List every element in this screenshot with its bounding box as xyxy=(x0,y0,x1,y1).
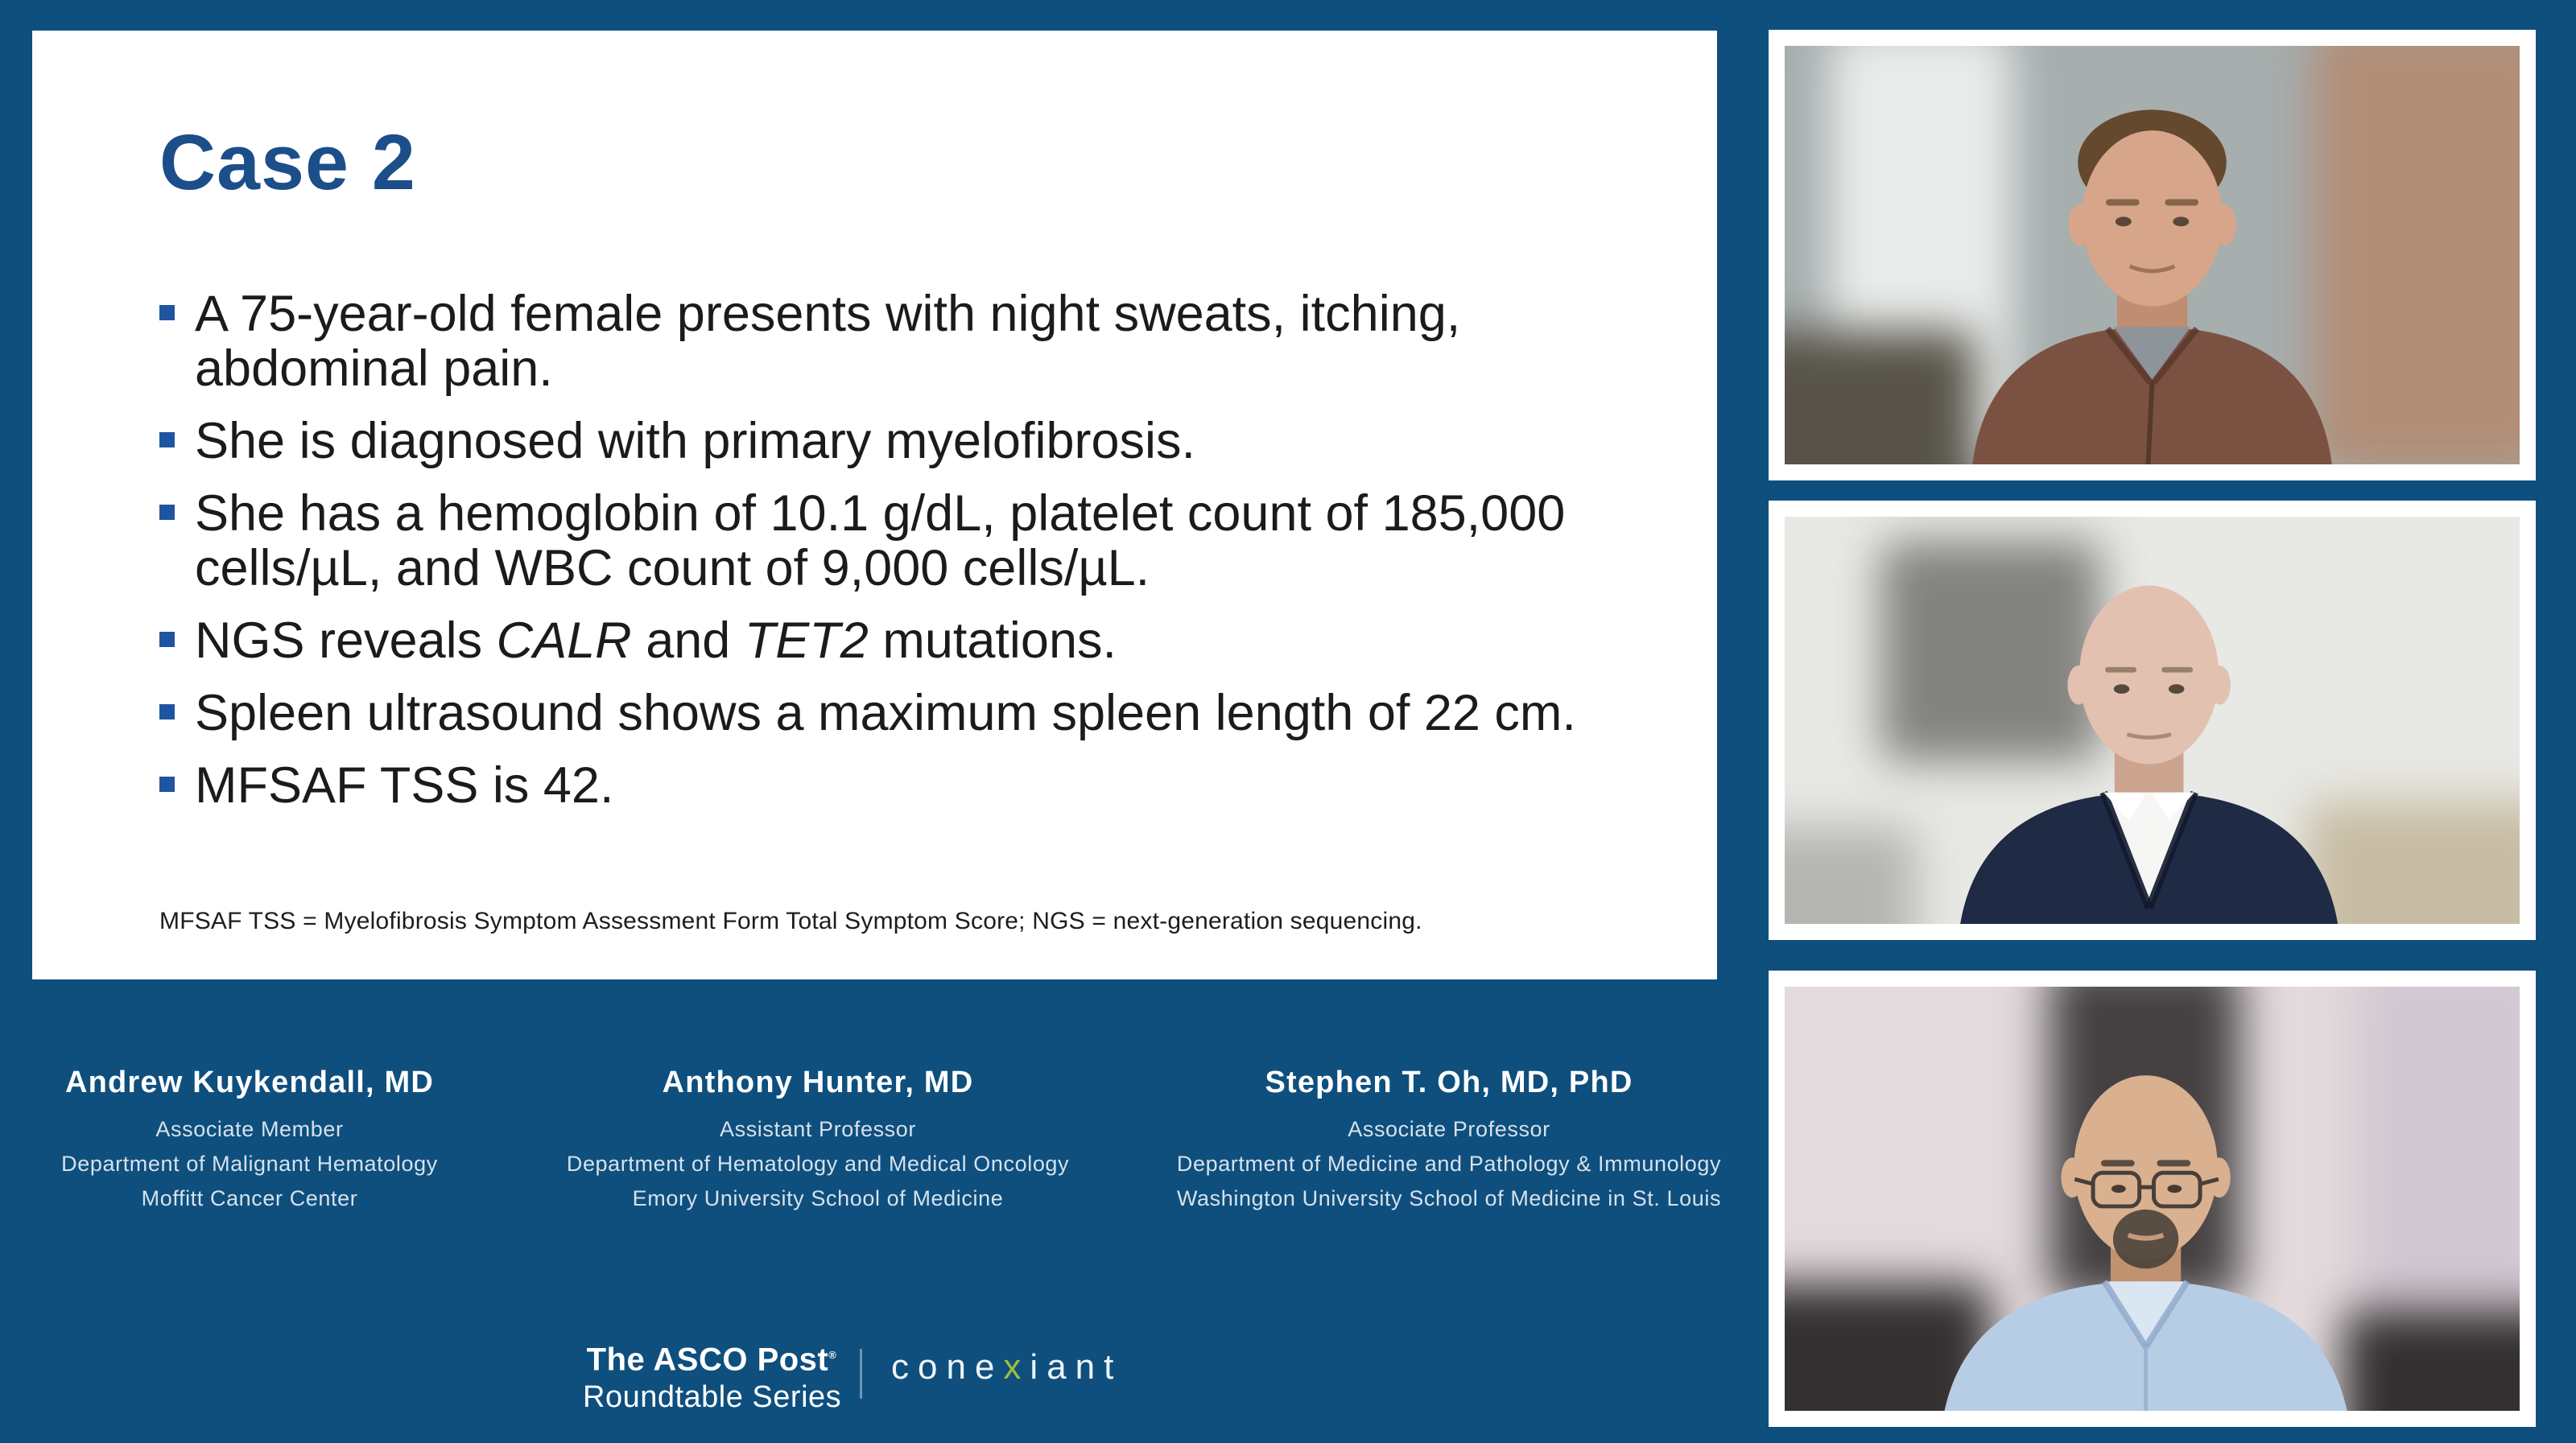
slide-footnote: MFSAF TSS = Myelofibrosis Symptom Assessment Form Total Symptom Score; NGS = next-generation sequencing. xyxy=(159,908,1422,934)
asco-post-logo xyxy=(583,1336,840,1416)
presenter-card-2 xyxy=(536,1064,1100,1216)
presenter-department: Department of Medicine and Pathology & Immunology xyxy=(1176,1152,1722,1176)
presenter-name: Andrew Kuykendall, MD xyxy=(64,1066,435,1099)
conexiant-x-glyph: x xyxy=(1003,1347,1030,1387)
conexiant-logo: conexiant xyxy=(891,1347,1123,1387)
bullet-list xyxy=(159,287,1584,831)
bullet-item: A 75-year-old female presents with night sweats, itching, abdominal pain. xyxy=(159,287,1584,396)
presenter-card-3 xyxy=(1150,1064,1748,1216)
presenter-institution: Emory University School of Medicine xyxy=(632,1186,1004,1210)
presentation-slide xyxy=(32,31,1717,979)
person-figure xyxy=(1785,517,2520,924)
presenter-role: Assistant Professor xyxy=(720,1117,916,1141)
presenter-institution: Moffitt Cancer Center xyxy=(141,1186,358,1210)
person-figure xyxy=(1785,987,2520,1411)
presenter-department: Department of Malignant Hematology xyxy=(61,1152,438,1176)
video-panel-bottom xyxy=(1769,971,2536,1427)
logo-divider xyxy=(860,1349,862,1399)
participant-video-3 xyxy=(1785,987,2520,1411)
video-panel-middle xyxy=(1769,501,2536,940)
presenter-role: Associate Member xyxy=(155,1117,344,1141)
person-figure xyxy=(1785,46,2520,464)
asco-post-logo-line1: The ASCO Post® xyxy=(586,1342,837,1378)
presenter-role: Associate Professor xyxy=(1348,1117,1550,1141)
slide-title: Case 2 xyxy=(159,118,416,206)
participant-video-1 xyxy=(1785,46,2520,464)
bullet-item: NGS reveals CALR and TET2 mutations. xyxy=(159,613,1584,668)
presenter-department: Department of Hematology and Medical Oncology xyxy=(566,1152,1070,1176)
bullet-item: She is diagnosed with primary myelofibrosis. xyxy=(159,414,1584,468)
bullet-item: Spleen ultrasound shows a maximum spleen length of 22 cm. xyxy=(159,686,1584,740)
participant-video-2 xyxy=(1785,517,2520,924)
presenter-institution: Washington University School of Medicine in St. Louis xyxy=(1176,1186,1722,1210)
bullet-item: She has a hemoglobin of 10.1 g/dL, platelet count of 185,000 cells/µL, and WBC count of 9,000 cells/µL. xyxy=(159,486,1584,596)
presenter-name: Stephen T. Oh, MD, PhD xyxy=(1265,1066,1633,1099)
bullet-item: MFSAF TSS is 42. xyxy=(159,758,1584,813)
asco-post-logo-line2: Roundtable Series xyxy=(583,1380,842,1415)
video-panel-top xyxy=(1769,30,2536,480)
registered-mark: ® xyxy=(828,1349,837,1361)
presenter-name: Anthony Hunter, MD xyxy=(662,1066,974,1099)
presenter-card-1 xyxy=(16,1064,483,1216)
